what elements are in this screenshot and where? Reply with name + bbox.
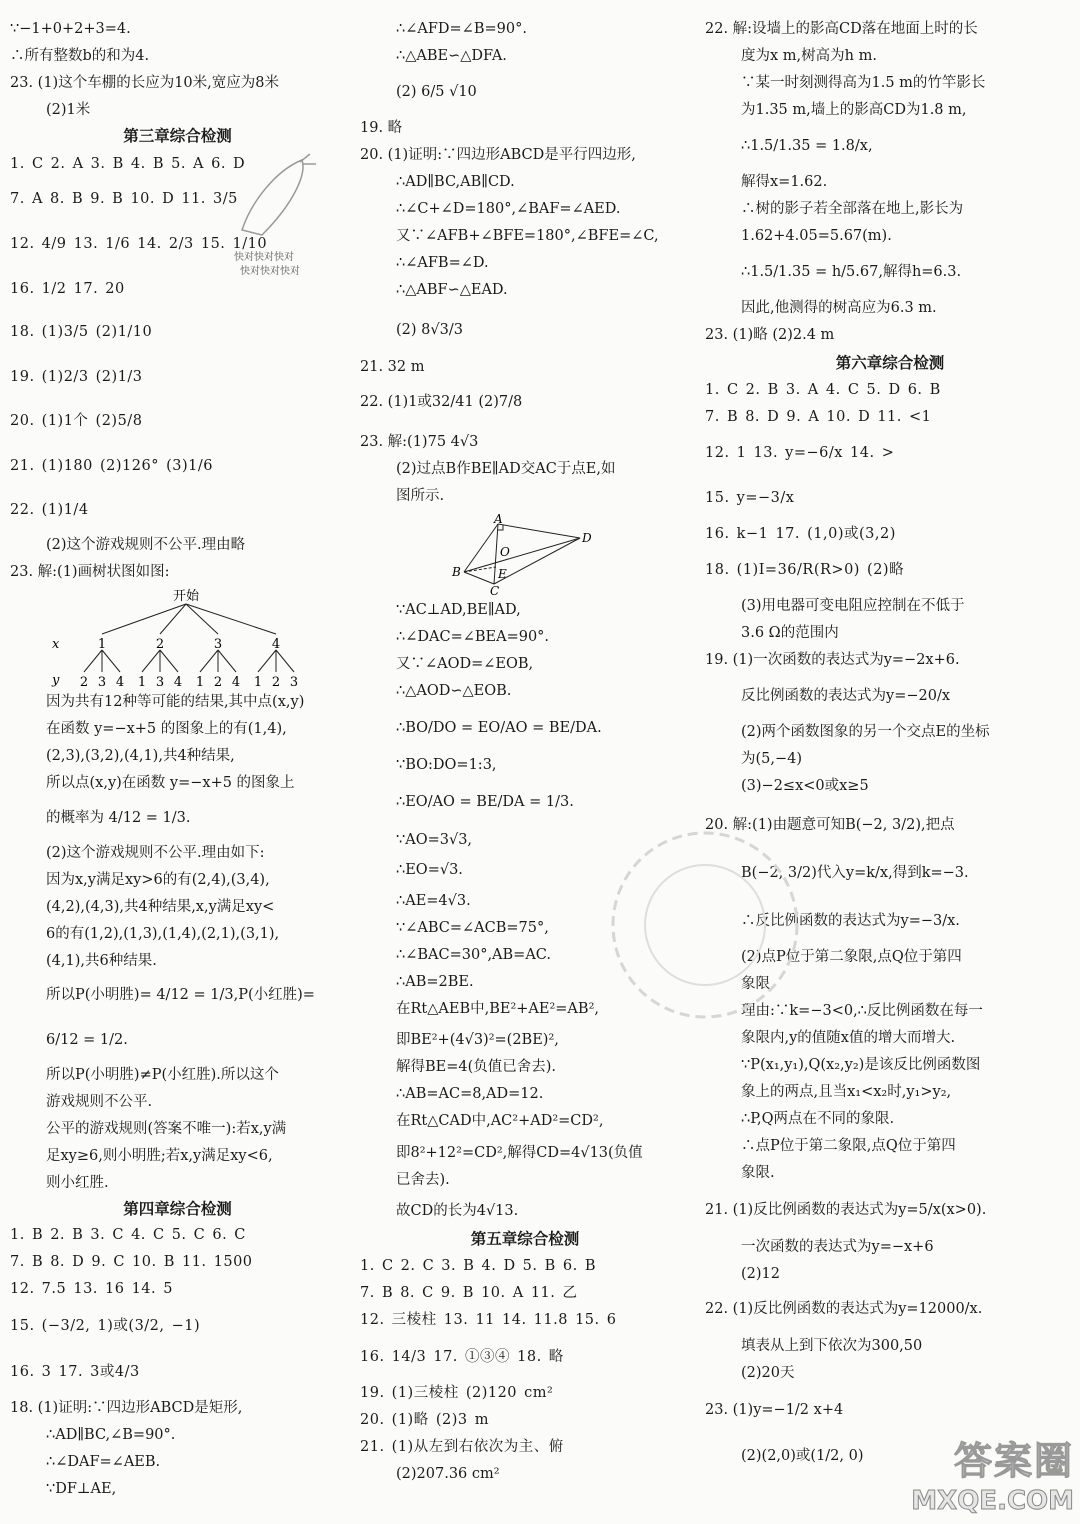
tree-node: 4 — [271, 637, 281, 652]
tree-leaf: 1 — [253, 675, 263, 690]
text-line: (2)12 — [741, 1266, 780, 1282]
answer-row: 1. C 2. C 3. B 4. D 5. B 6. B — [360, 1258, 596, 1274]
point-label: A — [494, 512, 503, 526]
text-line: 22. (1)反比例函数的表达式为y=12000/x. — [705, 1301, 983, 1317]
text-line: ∵BO:DO=1:3, — [396, 757, 497, 773]
tree-leaf: 4 — [173, 675, 183, 690]
text-line: (2)(2,0)或(1/2, 0) — [741, 1448, 864, 1464]
tree-diagram — [40, 586, 340, 690]
text-line: (2)过点B作BE∥AD交AC于点E,如 — [396, 461, 616, 477]
text-line: (2)207.36 cm² — [396, 1466, 500, 1482]
text-line: ∴AB=AC=8,AD=12. — [396, 1086, 544, 1102]
text-line: 23. (1)这个车棚的长应为10米,宽应为8米 — [10, 75, 279, 91]
text-line: 20. (1)证明:∵四边形ABCD是平行四边形, — [360, 147, 636, 163]
section-heading-ch4: 第四章综合检测 — [123, 1200, 232, 1218]
text-line: ∴AE=4√3. — [396, 893, 471, 909]
text-line: ∴EO=√3. — [396, 862, 463, 878]
text-line: ∴反比例函数的表达式为y=−3/x. — [741, 913, 960, 929]
answer-row: 1. B 2. B 3. C 4. C 5. C 6. C — [10, 1227, 246, 1243]
answer-row: 21. (1)180 (2)126° (3)1/6 — [10, 458, 213, 474]
text-line: 为(5,−4) — [741, 751, 803, 767]
text-line: 解得x=1.62. — [741, 174, 828, 190]
answer-row: 20. (1)1个 (2)5/8 — [10, 413, 143, 429]
text-line: (2,3),(3,2),(4,1),共4种结果, — [46, 748, 235, 764]
text-line: ∴1.5/1.35 = 1.8/x, — [741, 138, 873, 154]
tree-node: 1 — [97, 637, 107, 652]
answer-row: 16. 3 17. 3或4/3 — [10, 1364, 140, 1380]
tree-node: 2 — [155, 637, 165, 652]
answer-row: 12. 7.5 13. 16 14. 5 — [10, 1281, 173, 1297]
answer-row: 19. (1)三棱柱 (2)120 cm² — [360, 1385, 554, 1401]
tree-start-label: 开始 — [172, 589, 200, 604]
text-line: (4,1),共6种结果. — [46, 953, 157, 969]
text-line: ∵某一时刻测得高为1.5 m的竹竿影长 — [741, 75, 986, 91]
text-line: (2)两个函数图象的另一个交点E的坐标 — [741, 724, 990, 740]
text-line: 填表从上到下依次为300,50 — [741, 1338, 923, 1354]
text-line: (2) 6/5 √10 — [396, 84, 477, 100]
text-line: ∴AD∥BC,∠B=90°. — [46, 1427, 176, 1443]
answer-row: 18. (1)I=36/R(R>0) (2)略 — [705, 562, 905, 578]
carrot-sticker-icon — [222, 150, 322, 250]
text-line: 反比例函数的表达式为y=−20/x — [741, 688, 951, 704]
point-label: C — [490, 584, 500, 598]
text-line: ∴∠DAC=∠BEA=90°. — [396, 629, 550, 645]
text-line: 解得BE=4(负值已舍去). — [396, 1059, 557, 1075]
text-line: 21. (1)反比例函数的表达式为y=5/x(x>0). — [705, 1202, 987, 1218]
text-line: ∴1.5/1.35 = h/5.67,解得h=6.3. — [741, 264, 962, 280]
text-line: 因为共有12种等可能的结果,其中点(x,y) — [46, 694, 305, 710]
text-line: 1.62+4.05=5.67(m). — [741, 228, 892, 244]
answer-row: 16. k−1 17. (1,0)或(3,2) — [705, 526, 896, 542]
text-line: 22. 解:设墙上的影高CD落在地面上时的长 — [705, 21, 978, 37]
tree-leaf: 2 — [213, 675, 223, 690]
section-heading-ch6: 第六章综合检测 — [835, 354, 945, 372]
answer-row: 21. (1)从左到右依次为主、俯 — [360, 1439, 564, 1455]
text-line: (4,2),(4,3),共4种结果,x,y满足xy< — [46, 899, 275, 915]
text-line: ∴P,Q两点在不同的象限. — [741, 1111, 895, 1127]
text-line: ∴∠AFD=∠B=90°. — [396, 21, 527, 37]
text-line: 22. (1)1或32/41 (2)7/8 — [360, 394, 523, 410]
text-line: 所以P(小明胜)≠P(小红胜).所以这个 — [46, 1067, 279, 1083]
tree-leaf: 4 — [115, 675, 125, 690]
text-line: (2)这个游戏规则不公平.理由略 — [46, 537, 246, 553]
text-line: 因为x,y满足xy>6的有(2,4),(3,4), — [46, 872, 270, 888]
point-label: D — [582, 531, 592, 545]
text-line: 又∵∠AOD=∠EOB, — [396, 656, 534, 672]
text-line: (3)用电器可变电阻应控制在不低于 — [741, 598, 965, 614]
text-line: ∴∠AFB=∠D. — [396, 255, 489, 271]
text-line: ∴AD∥BC,AB∥CD. — [396, 174, 515, 190]
text-line: (2)20天 — [741, 1365, 795, 1381]
tree-leaf: 3 — [289, 675, 299, 690]
text-line: 理由:∵k=−3<0,∴反比例函数在每一 — [741, 1003, 983, 1019]
text-line: 23. (1)略 (2)2.4 m — [705, 327, 835, 343]
answer-row: 7. B 8. D 9. C 10. B 11. 1500 — [10, 1254, 253, 1270]
text-line: ∴BO/DO = EO/AO = BE/DA. — [396, 720, 602, 736]
text-line: ∴∠DAF=∠AEB. — [46, 1454, 161, 1470]
text-line: 23. (1)y=−1/2 x+4 — [705, 1402, 844, 1418]
text-line: 已舍去). — [396, 1172, 450, 1188]
text-line: B(−2, 3/2)代入y=k/x,得到k=−3. — [741, 865, 969, 881]
text-line: 所以P(小明胜)= 4/12 = 1/3,P(小红胜)= — [46, 987, 315, 1003]
geometry-figure — [450, 512, 590, 596]
text-line: ∴树的影子若全部落在地上,影长为 — [741, 201, 964, 217]
text-line: 即BE²+(4√3)²=(2BE)², — [396, 1032, 559, 1048]
text-line: 足xy≥6,则小明胜;若x,y满足xy<6, — [46, 1148, 273, 1164]
text-line: 在函数 y=−x+5 的图象上的有(1,4), — [46, 721, 287, 737]
answer-row: 7. A 8. B 9. B 10. D 11. 3/5 — [10, 191, 238, 207]
text-line: 在Rt△CAD中,AC²+AD²=CD², — [396, 1113, 604, 1129]
text-line: 21. 32 m — [360, 359, 425, 375]
answer-row: 22. (1)1/4 — [10, 502, 89, 518]
text-line: ∴EO/AO = BE/DA = 1/3. — [396, 794, 574, 810]
text-line: 23. 解:(1)画树状图如图: — [10, 564, 170, 580]
text-line: 公平的游戏规则(答案不唯一):若x,y满 — [46, 1121, 287, 1137]
text-line: 19. (1)一次函数的表达式为y=−2x+6. — [705, 652, 960, 668]
answer-row: 1. C 2. A 3. B 4. B 5. A 6. D — [10, 156, 246, 172]
text-line: 18. (1)证明:∵四边形ABCD是矩形, — [10, 1400, 243, 1416]
answer-row: 12. 三棱柱 13. 11 14. 11.8 15. 6 — [360, 1312, 617, 1328]
text-line: ∴所有整数b的和为4. — [10, 48, 150, 64]
text-line: ∴∠BAC=30°,AB=AC. — [396, 947, 551, 963]
tree-x-label: x — [52, 637, 60, 652]
text-line: ∵DF⊥AE, — [46, 1481, 117, 1497]
answer-row: 19. (1)2/3 (2)1/3 — [10, 369, 143, 385]
text-line: ∴△ABE∽△DFA. — [396, 48, 507, 64]
text-line: 在Rt△AEB中,BE²+AE²=AB², — [396, 1001, 599, 1017]
text-line: 20. 解:(1)由题意可知B(−2, 3/2),把点 — [705, 817, 955, 833]
point-label: E — [498, 567, 507, 581]
text-line: (2)1米 — [46, 102, 91, 118]
text-line: 象上的两点,且当x₁<x₂时,y₁>y₂, — [741, 1084, 952, 1100]
text-line: ∵AO=3√3, — [396, 832, 473, 848]
answer-row: 16. 14/3 17. ①③④ 18. 略 — [360, 1349, 564, 1365]
text-line: 19. 略 — [360, 120, 403, 136]
text-line: 6/12 = 1/2. — [46, 1032, 128, 1048]
text-line: ∴AB=2BE. — [396, 974, 474, 990]
answer-row: 12. 4/9 13. 1/6 14. 2/3 15. 1/10 — [10, 236, 268, 252]
sticker-watermark — [222, 150, 322, 280]
site-url: MXQE.COM — [911, 1486, 1074, 1516]
text-line: 象限. — [741, 1165, 775, 1181]
text-line: (3)−2≤x<0或x≥5 — [741, 778, 869, 794]
text-line: 因此,他测得的树高应为6.3 m. — [741, 300, 937, 316]
tree-leaf: 2 — [271, 675, 281, 690]
sticker-text: 快对快对快对 — [234, 252, 294, 263]
text-line: 游戏规则不公平. — [46, 1094, 153, 1110]
tree-node: 3 — [213, 637, 223, 652]
answer-row: 7. B 8. C 9. B 10. A 11. 乙 — [360, 1285, 578, 1301]
tree-y-label: y — [52, 673, 60, 688]
text-line: ∴∠C+∠D=180°,∠BAF=∠AED. — [396, 201, 621, 217]
sticker-text: 快对快对快对 — [240, 266, 300, 277]
tree-leaf: 1 — [137, 675, 147, 690]
tree-leaf: 3 — [155, 675, 165, 690]
tree-branches — [84, 604, 294, 672]
section-heading-ch5: 第五章综合检测 — [470, 1230, 580, 1248]
text-line: 3.6 Ω的范围内 — [741, 625, 839, 641]
text-line: ∴△ABF∽△EAD. — [396, 282, 508, 298]
text-line: (2)点P位于第二象限,点Q位于第四 — [741, 949, 962, 965]
tree-leaf: 3 — [97, 675, 107, 690]
text-line: 6的有(1,2),(1,3),(1,4),(2,1),(3,1), — [46, 926, 280, 942]
tree-leaf: 1 — [195, 675, 205, 690]
text-line: 图所示. — [396, 488, 445, 504]
text-line: 则小红胜. — [46, 1175, 109, 1191]
text-line: 为1.35 m,墙上的影高CD为1.8 m, — [741, 102, 967, 118]
answer-row: 18. (1)3/5 (2)1/10 — [10, 324, 153, 340]
text-line: ∵P(x₁,y₁),Q(x₂,y₂)是该反比例函数图 — [741, 1057, 981, 1073]
site-watermark — [900, 1430, 1078, 1522]
round-watermark-icon — [600, 820, 810, 1030]
answer-row: 16. 1/2 17. 20 — [10, 281, 125, 297]
text-line: (2) 8√3/3 — [396, 322, 463, 338]
tree-leaf: 2 — [79, 675, 89, 690]
text-line: ∵AC⊥AD,BE∥AD, — [396, 602, 521, 618]
answer-row: 15. y=−3/x — [705, 490, 795, 506]
tree-leaf: 4 — [231, 675, 241, 690]
text-line: ∵−1+0+2+3=4. — [10, 21, 131, 37]
text-line: 又∵∠AFB+∠BFE=180°,∠BFE=∠C, — [396, 228, 659, 244]
logo-text: 答案圈 — [953, 1439, 1074, 1483]
text-line: 一次函数的表达式为y=−x+6 — [741, 1239, 934, 1255]
answer-row: 7. B 8. D 9. A 10. D 11. <1 — [705, 409, 932, 425]
text-line: 故CD的长为4√13. — [396, 1203, 519, 1219]
text-line: ∴点P位于第二象限,点Q位于第四 — [741, 1138, 956, 1154]
text-line: 象限内,y的值随x值的增大而增大. — [741, 1030, 956, 1046]
text-line: 23. 解:(1)75 4√3 — [360, 434, 479, 450]
answer-row: 15. (−3/2, 1)或(3/2, −1) — [10, 1318, 201, 1334]
text-line: ∴△AOD∽△EOB. — [396, 683, 512, 699]
answer-row: 1. C 2. B 3. A 4. C 5. D 6. B — [705, 382, 941, 398]
text-line: 象限. — [741, 976, 775, 992]
answer-row: 20. (1)略 (2)3 m — [360, 1412, 489, 1428]
text-line: 度为x m,树高为h m. — [741, 48, 877, 64]
section-heading-ch3: 第三章综合检测 — [123, 127, 232, 145]
text-line: 即8²+12²=CD²,解得CD=4√13(负值 — [396, 1145, 643, 1161]
text-line: (2)这个游戏规则不公平.理由如下: — [46, 845, 265, 861]
text-line: ∵∠ABC=∠ACB=75°, — [396, 920, 549, 936]
answer-row: 12. 1 13. y=−6/x 14. > — [705, 445, 895, 461]
text-line: 的概率为 4/12 = 1/3. — [46, 810, 191, 826]
point-label: B — [452, 565, 461, 579]
point-label: O — [500, 545, 510, 559]
text-line: 所以点(x,y)在函数 y=−x+5 的图象上 — [46, 775, 295, 791]
